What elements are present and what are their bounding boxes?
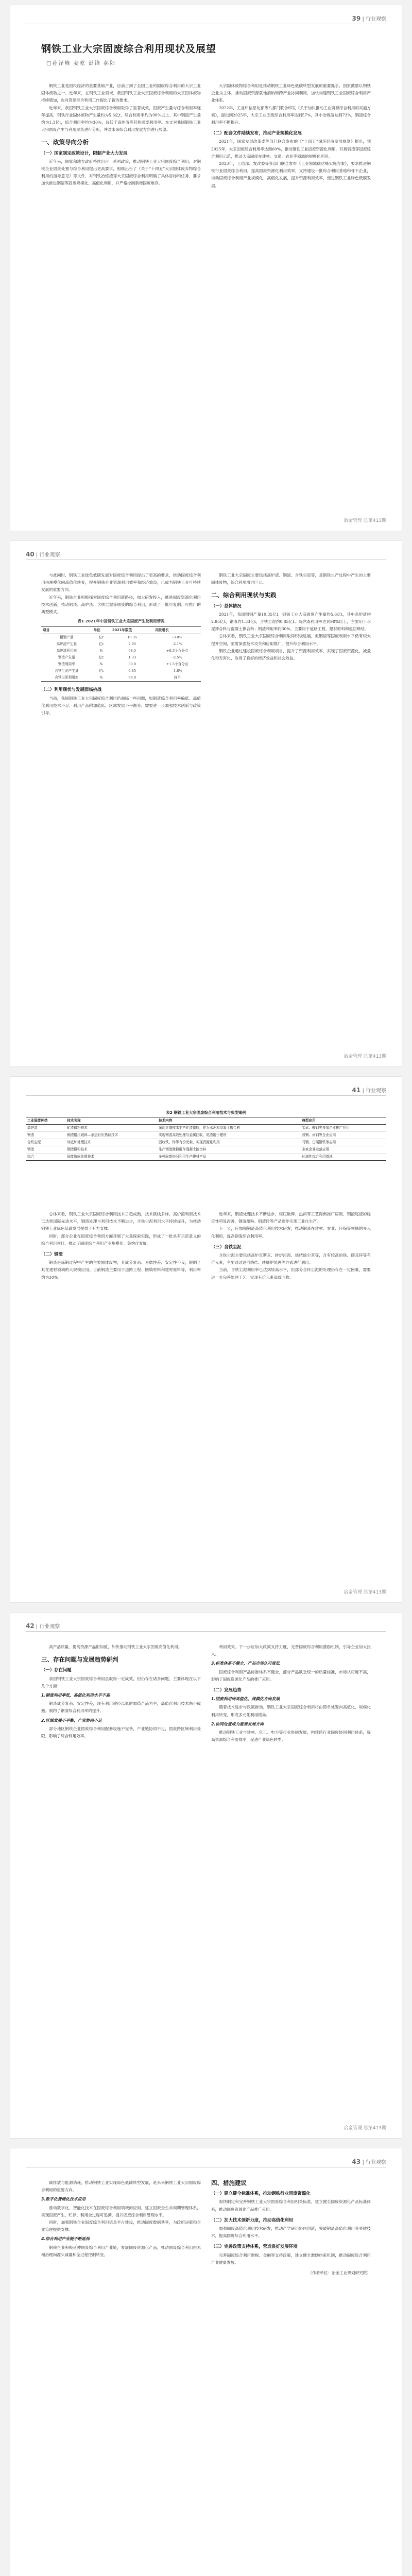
header-section: 行业观察: [39, 552, 60, 558]
page-1: [10, 5, 402, 531]
table-cell: 含铁尘泥: [26, 1139, 65, 1146]
item-heading: 4.综合利用产业链不断延伸: [41, 2236, 90, 2242]
table-cell: 亿t: [99, 655, 104, 660]
page-3: [10, 1077, 402, 1602]
page-number: 42: [26, 1622, 35, 1630]
table-row: [41, 634, 201, 641]
table-cell: 钢渣: [26, 1146, 65, 1154]
table-cell: 钢渣产生量: [58, 655, 75, 660]
table-cell: -3.0%: [172, 635, 182, 640]
page-header: [26, 1622, 386, 1630]
table-cell: 固废协同处置技术: [65, 1154, 157, 1161]
column-left: [41, 1643, 201, 1740]
subsection-heading: （一）存在问题: [41, 1667, 72, 1673]
section-heading: 四、措施建议: [211, 2179, 247, 2187]
page-footer: 冶金管理 总第413期: [343, 2126, 386, 2131]
table-header-cell: 技术名称: [65, 1117, 157, 1125]
paragraph: 固废综合利用产品标准体系不健全，部分产品缺乏统一的质量标准，市场认可度不高，影响了固废资源化产品的推广应用。: [211, 1669, 371, 1682]
table-cell: 转底炉处理技术: [65, 1139, 157, 1146]
paragraph: 加快制定和完善钢铁工业大宗固废综合利用相关标准，建立健全固废资源化产品标准体系，推动固废资源化产品推广应用。: [211, 2199, 371, 2212]
subsection-heading: （二）钢渣: [41, 1251, 63, 1257]
author-affiliation: （作者单位：冶金工业规划研究院）: [308, 2270, 371, 2276]
column-left: [41, 1211, 201, 1281]
subsection-heading: （一）国家制定政策设计，限制产业大力发展: [41, 150, 128, 156]
page-header: [26, 1086, 386, 1094]
column-right: [211, 2179, 371, 2277]
table-cell: 99.0: [111, 674, 154, 682]
table-caption: 表2 钢铁工业大宗固废综合利用技术与典型案例: [166, 1110, 246, 1115]
table-cell: 宝武、鞍钢等多家企业推广应用: [300, 1125, 386, 1132]
page-2: [10, 541, 402, 1066]
table-row: [41, 668, 201, 674]
subsection-heading: （二）加大技术创新力度，推动高值化利用: [211, 2217, 294, 2223]
subsection-heading: （二）利用现状与发展面临挑战: [41, 687, 102, 692]
table-cell: 亿t: [99, 669, 104, 673]
paragraph: 同时，部分企业在固废综合利用方面开展了大量探索实践，形成了一批具有示范意义的综合利用项目，推动了固废综合利用产业规模化、集约化发展。: [41, 1233, 201, 1246]
paragraph: 我国钢铁工业大宗固废综合利用虽取得一定成效，但仍存在诸多问题，主要体现在以下几个方面：: [41, 1676, 201, 1688]
table-cell: 含铁尘泥利用率: [41, 674, 92, 682]
item-heading: 2.区域发展不平衡，产业协同不足: [41, 1718, 102, 1723]
paragraph: 2022年，工业和信息化部等八部门联合印发《关于加快推动工业资源综合利用的实施方案》，提出到2025年，大宗工业固废综合利用率达到57%，其中冶炼渣达到73%，钢渣综合利用率不断提升。: [211, 105, 371, 125]
item-heading: 1.固废利用向高值化、规模化方向发展: [211, 1697, 280, 1702]
header-separator: |: [36, 552, 38, 558]
header-section: 行业观察: [366, 2160, 386, 2165]
paragraph: 随着技术进步与政策推动，钢铁工业大宗固废综合利用将由简单处置向高值化、规模化利用转变，形成多元化利用格局。: [211, 1705, 371, 1717]
table-header-cell: 工业固废种类: [26, 1117, 65, 1125]
table-header-cell: 项目: [41, 627, 92, 634]
table-cell: +1.5个百分点: [166, 662, 188, 667]
table-cell: 2.95: [128, 642, 136, 647]
table-cell: %: [99, 662, 103, 667]
table-cell: 含铁尘泥产生量: [55, 669, 79, 673]
table-row: [26, 1139, 386, 1146]
column-right: [211, 1643, 371, 1743]
paragraph: 总体来看，钢铁工业大宗固废综合利用取得积极进展，但钢渣等固废利用水平仍有较大提升空间，亟需加强技术攻关和应用推广，提升综合利用水平。: [211, 634, 371, 646]
table-cell: 0.85: [128, 669, 136, 673]
subsection-heading: （一）建立健全标准体系，推动钢铁行业固废资源化: [211, 2191, 311, 2196]
table-block: [26, 1108, 386, 1161]
data-table: [26, 1117, 386, 1161]
subsection-heading: （二）发展趋势: [211, 1687, 242, 1693]
table-row: [41, 648, 201, 654]
item-heading: 1.钢渣利用率低，高值化利用水平不高: [41, 1693, 110, 1698]
table-cell: %: [92, 674, 111, 682]
header-separator: |: [36, 1624, 38, 1630]
paragraph: 当前，我国钢铁工业大宗固废综合利用仍面临一些问题，如钢渣综合利用率偏低、高值化利用技术不足、利用产品附加值低、区域发展不平衡等，需要进一步加强技术创新与政策引导。: [41, 696, 201, 716]
paragraph: 推动钢铁工业与建材、化工、电力等行业协同发展，构建跨行业固废协同利用体系，提高资源综合利用效率，促进产业绿色转型。: [211, 1730, 371, 1742]
table-cell: 回收铁、锌等有价元素，实现资源化利用: [157, 1139, 300, 1146]
header-separator: |: [362, 16, 364, 22]
paragraph: 钢铁工业是国民经济的重要基础产业，目前占到了全国工业的固废综合利用的大宗工业固体废物之一。近年来，在钢铁工业领域，我国钢铁工业大宗固废综合利用的大宗固体废物持续增加，也对资源综合利用工作提出了新的要求。: [41, 83, 201, 103]
paragraph: 利用效果。下一步应加大政策支持力度，完善固废综合利用激励机制，引导企业加大投入。: [211, 1645, 371, 1657]
subsection-heading: （三）完善政策支持体系，营造良好发展环境: [211, 2244, 298, 2249]
table-cell: -1.8%: [172, 669, 182, 673]
subsection-heading: （三）含铁尘泥: [211, 1244, 242, 1249]
table-cell: 马钢、日照钢铁等应用: [300, 1139, 386, 1146]
table-cell: 亿t: [99, 635, 104, 640]
page-footer: 冶金管理 总第413期: [343, 518, 386, 523]
page-number: 43: [352, 2158, 361, 2165]
subsection-heading: （二）配套文件陆续发布，推动产业规模化发展: [211, 130, 302, 136]
page-number: 39: [352, 15, 361, 22]
paragraph: 2021年，我国粗钢产量10.35亿t，钢铁工业大宗固废产生量约5.6亿t，其中高炉渣约2.95亿t，钢渣约1.33亿t，含铁尘泥约0.85亿t。高炉渣利用率达到98%以上，主要用于水泥掺合料与混凝土掺合料；钢渣利用率约30%，主要用于道路工程、建材原料和返回烧结。: [211, 612, 371, 632]
table-cell: 实现钢渣高效处理与金属回收，尾渣用于建材: [157, 1132, 300, 1139]
data-table: [41, 626, 201, 682]
paragraph: 含铁尘泥主要包括高炉瓦斯灰、转炉污泥、烧结除尘灰等，含有较高的铁、碳及锌等有价元素，主要通过返回烧结、转底炉处理等方式进行利用。: [211, 1253, 371, 1265]
table-cell: 首钢、河钢等企业应用: [300, 1132, 386, 1139]
paragraph: 近年来，钢铁企业积极探索固废综合利用新路径，加大研发投入，推进固废资源化利用技术创新，推动钢渣、高炉渣、含铁尘泥等固废的综合利用，形成了一批可复制、可推广的典型模式。: [41, 595, 201, 615]
table-cell: 粗钢产量: [60, 635, 74, 640]
page-number: 40: [26, 551, 35, 558]
paragraph: 同时，加强钢铁企业固废综合利用信息平台建设，推动固废数据共享，为政府决策和企业管理提供支撑。: [41, 2220, 201, 2232]
column-left: [41, 572, 201, 717]
article-title: 钢铁工业大宗固废综合利用现状及展望: [41, 43, 217, 55]
table-cell: 亿t: [99, 642, 104, 647]
table-cell: 生产钢渣微粉用作混凝土掺合料: [157, 1146, 300, 1154]
column-left: [41, 2179, 201, 2259]
table-cell: 多家企业示范应用: [300, 1146, 386, 1154]
table-cell: -2.5%: [172, 655, 182, 660]
header-rule: [26, 1095, 386, 1096]
table-cell: 98.5: [128, 649, 136, 653]
paragraph: 钢铁企业通过建设固废综合利用项目，提升了资源利用效率，实现了固废资源化、减量化和无害化，取得了良好的经济效益和社会效益。: [211, 648, 371, 661]
table-header-cell: 同比增长: [153, 627, 201, 634]
column-left: [41, 82, 201, 188]
paragraph: 钢铁工业大宗固废主要包括高炉渣、钢渣、含铁尘泥等，是钢铁生产过程中产生的主要固体废物，综合利用潜力巨大。: [211, 573, 371, 585]
table-cell: 区域性综合利用基地: [300, 1154, 386, 1161]
article-authors: □孙泽峰 姜乾 彭锋 郝阳: [46, 61, 116, 66]
page-header: [26, 2158, 386, 2166]
paragraph: 近年来，我国钢铁工业大宗固废综合利用取得了显著成效，固废产生量与综合利用率逐年提高，钢铁行业固体废物产生量约为5.6亿t，综合利用率约为90%以上。其中钢渣产生量约为1.3亿t，综合利用率约为30%，远低于高炉渣等其他固废利用率。本文对我国钢铁工业大宗固废产生与利用现状进行分析，并对未来综合利用发展方向进行展望。: [41, 105, 201, 132]
table-row: [41, 674, 201, 682]
table-row: [26, 1146, 386, 1154]
table-cell: 钢渣微粉技术: [65, 1146, 157, 1154]
header-section: 行业观察: [366, 1088, 386, 1094]
table-cell: 钢渣: [26, 1132, 65, 1139]
header-section: 行业观察: [366, 16, 386, 22]
table-cell: 多种固废协同利用生产建材产品: [157, 1154, 300, 1161]
column-right: [211, 1211, 371, 1281]
paragraph: 2023年，工信部、发改委等多部门联合发布《工业领域碳达峰实施方案》，要求推进钢铁行业固废综合利用，提高固废资源化利用效率，支持建设一批综合利用基地和骨干企业，推动固废综合利用产业规模化、高值化发展，提升资源利用效率，促进钢铁工业绿色低碳发展。: [211, 161, 371, 188]
page-5: [10, 2148, 402, 2576]
paragraph: 总体来看，钢铁工业大宗固废综合利用技术日趋成熟，技术路线多样，高炉渣利用技术已达到国际先进水平，钢渣处理与利用技术不断进步，含铁尘泥利用水平持续提升，为推动钢铁工业绿色低碳发展提供了有力支撑。: [41, 1212, 201, 1231]
table-row: [41, 654, 201, 661]
table-row: [26, 1132, 386, 1139]
table-cell: +0.3个百分点: [166, 649, 188, 653]
item-heading: 3.标准体系不健全，产品市场认可度低: [211, 1661, 280, 1666]
paragraph: 加强固废高值化利用技术研发，推动产学研用协同创新，突破钢渣高值化利用等关键技术，提高固废综合利用水平。: [211, 2226, 371, 2239]
header-separator: |: [362, 1088, 364, 1094]
subsection-heading: （一）总体情况: [211, 603, 242, 608]
page-number: 41: [352, 1087, 361, 1094]
table-cell: 30.0: [128, 662, 136, 667]
table-cell: 钢渣辊压破碎—余热有压热闷技术: [65, 1132, 157, 1139]
page-header: [26, 14, 386, 23]
paragraph: 推动数字化、智能化技术在固废综合利用领域的应用，建立固废全生命周期管理体系，实现固废产生、贮存、利用全过程可追溯，提升固废综合利用管理水平。: [41, 2205, 201, 2217]
paragraph: 与此同时，钢铁工业绿色低碳发展对固废综合利用提出了更高的要求，推动固废综合利用由规模化向高值化转变，提升钢铁企业资源利用效率和经济效益，已成为钢铁工业可持续发展的重要方向。: [41, 573, 201, 592]
paragraph: 近年来，国家和地方政府持续出台一系列政策，推动钢铁工业大宗固废综合利用，对钢铁企业固废处置与综合利用提出更高要求，相继出台了《关于“十四五”大宗固体废弃物综合利用的指导意见》等文件，对钢铁冶炼渣等大宗固废综合利用明确了具体目标和任务，要求加快推进钢渣等固废规模化、高值化利用，并严格控制新增固废堆存。: [41, 159, 201, 186]
page-footer: 冶金管理 总第413期: [343, 1590, 386, 1595]
table-cell: 钢渣利用率: [58, 662, 75, 667]
header-rule: [26, 1631, 386, 1632]
item-heading: 2.协同处置成为重要发展方向: [211, 1721, 264, 1726]
table-cell: %: [99, 649, 103, 653]
page-4: [10, 1613, 402, 2138]
paragraph: 钢渣成分复杂、安定性差，现有利用途径以低附加值产品为主，高值化利用技术尚不成熟，制约了钢渣综合利用率的提升。: [41, 1701, 201, 1714]
table-header-cell: 2021年数值: [111, 627, 154, 634]
table-cell: 采用立磨技术生产矿渣微粉，作为水泥和混凝土掺合料: [157, 1125, 300, 1132]
table-cell: -2.1%: [172, 642, 182, 647]
paragraph: 当前，含铁尘泥利用率已达到较高水平，但部分含锌尘泥的处理仍存在一定困难，需要进一步完善处理工艺，实现有价元素高效回收。: [211, 1267, 371, 1280]
table-cell: 矿渣微粉技术: [65, 1125, 157, 1132]
table-row: [26, 1154, 386, 1161]
section-heading: 一、政策导向分析: [41, 139, 89, 146]
table-row: [41, 661, 201, 668]
table-cell: 高炉渣: [26, 1125, 65, 1132]
paragraph: 部分地区钢铁企业固废综合利用配套设施不完善，产业链协同不足，固废跨区域利用受限，影响了综合利用效率。: [41, 1726, 201, 1739]
paragraph: 钢渣是炼钢过程中产生的主要固体废物，其成分复杂、易磨性差、安定性不良，限制了其在建材领域的大规模应用。目前钢渣主要用于道路工程、回填材料和建材原料等，利用率约为30%。: [41, 1260, 201, 1280]
column-right: [211, 572, 371, 662]
table-header-cell: 单位: [92, 627, 111, 634]
table-cell: 高炉渣利用率: [56, 649, 77, 653]
table-cell: 10.35: [127, 635, 138, 640]
item-heading: 3.数字化智能化技术应用: [41, 2197, 86, 2202]
table-cell: 持平: [153, 674, 201, 682]
table-caption: 表1 2021年中国钢铁工业大宗固废产生及利用情况: [77, 619, 165, 624]
table-row: [26, 1125, 386, 1132]
paragraph: 高产品质量，提高资源产品附加值，加快推动钢铁工业大宗固废高值化利用。: [49, 1645, 182, 1649]
table-cell: 1.33: [128, 655, 136, 660]
table-cell: 高炉渣产生量: [56, 642, 77, 647]
table-header-cell: 典型应用: [300, 1117, 386, 1125]
paragraph: 近年来，钢渣处理技术不断进步，辊压破碎、热闷等工艺得到推广应用，钢渣尾渣的稳定性明显改善，钢渣微粉、钢渣砖等产品逐步实现工业化生产。: [211, 1212, 371, 1224]
paragraph: 大宗固体废物综合利用是推动钢铁工业绿色低碳转型发展的重要抓手，国家鼓励以钢铁企业为主体，推动固废资源就地消纳和跨产业协同利用，加快构建钢铁工业固废综合利用产业体系。: [211, 83, 371, 103]
header-section: 行业观察: [39, 1624, 60, 1630]
header-separator: |: [362, 2160, 364, 2165]
section-heading: 三、存在问题与发展趋势研判: [41, 1656, 118, 1664]
table-cell: 综合: [26, 1154, 65, 1161]
paragraph: 完善固废综合利用财税、金融等支持政策，建立健全激励约束机制，推动固废综合利用产业健康发展。: [211, 2252, 371, 2265]
column-right: [211, 82, 371, 190]
table-row: [41, 641, 201, 648]
paragraph: 2021年，国家发展改革委等部门联合发布的《“十四五”循环经济发展规划》提出，到2025年，大宗固废综合利用率达到60%，推动钢铁工业固废资源化利用，开展钢渣等固废综合利用示范，推动大宗固废在建材、交通、农业等领域的规模化利用。: [211, 139, 371, 159]
page-header: [26, 550, 386, 558]
page-footer: 冶金管理 总第413期: [343, 1054, 386, 1059]
table-header-cell: 技术内容: [157, 1117, 300, 1125]
paragraph: 钢铁企业积极延伸固废综合利用产业链，发展固废资源化产品，推动固废综合利用由末端治理向源头减量和全过程控制转变。: [41, 2245, 201, 2257]
paragraph: 碳排放与能源消耗，推动钢铁工业实现绿色低碳转型发展，是未来钢铁工业大宗固废综合利用的重要方向。: [41, 2180, 201, 2193]
paragraph: 下一步，应加强钢渣高值化利用技术研发，推动钢渣在建材、农业、环保等领域的多元化利用，提高钢渣综合利用率。: [211, 1226, 371, 1239]
section-heading: 二、综合利用现状与实践: [211, 591, 277, 599]
